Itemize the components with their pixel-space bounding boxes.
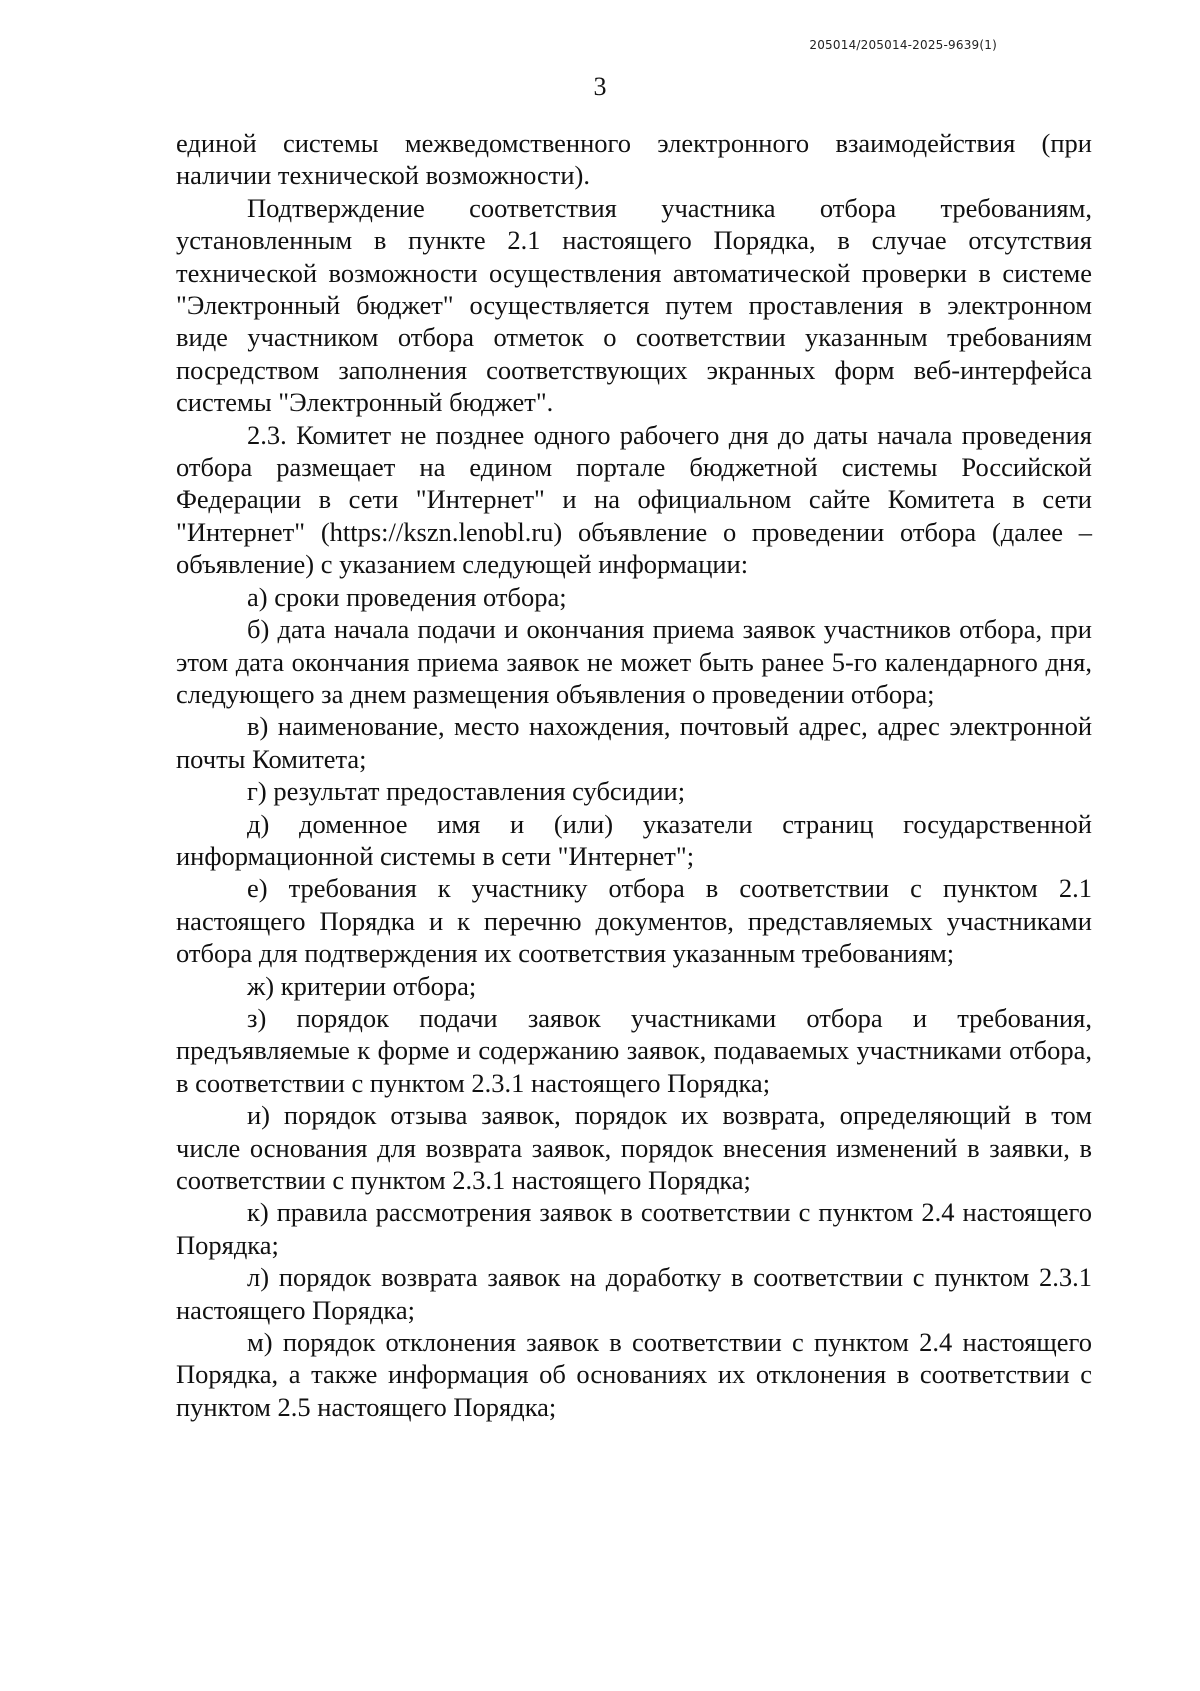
paragraph: 2.3. Комитет не позднее одного рабочего дня до даты начала проведения отбора размещает на едином портале бюджетной системы Российской Федерации в сети "Интернет" и на официальном сайте Комитета в сети "Интернет" (https://kszn.lenobl.ru) объявление о проведении отбора (далее – объявление) с указанием следующей информации: [176,419,1092,580]
list-item: л) порядок возврата заявок на доработку в соответствии с пунктом 2.3.1 настоящего Порядка; [176,1262,1092,1325]
list-item: и) порядок отзыва заявок, порядок их возврата, определяющий в том числе основания для возврата заявок, порядок внесения изменений в заявки, в соответствии с пунктом 2.3.1 настоящего Порядка; [176,1100,1092,1195]
list-item: ж) критерии отбора; [247,970,477,1001]
document-body [176,127,1092,1423]
list-item: г) результат предоставления субсидии; [247,776,686,807]
list-item: к) правила рассмотрения заявок в соответствии с пунктом 2.4 настоящего Порядка; [176,1197,1092,1260]
list-item: е) требования к участнику отбора в соответствии с пунктом 2.1 настоящего Порядка и к перечню документов, представляемых участниками отбора для подтверждения их соответствия указанным требованиям; [176,873,1092,969]
list-item: а) сроки проведения отбора; [247,581,567,612]
list-item: б) дата начала подачи и окончания приема заявок участников отбора, при этом дата окончания приема заявок не может быть ранее 5-го календарного дня, следующего за днем размещения объявления о проведении отбора; [176,614,1092,709]
paragraph: Подтверждение соответствия участника отбора требованиям, установленным в пункте 2.1 настоящего Порядка, в случае отсутствия технической возможности осуществления автоматической проверки в системе "Электронный бюджет" осуществляется путем проставления в электронном виде участником отбора отметок о соответствии указанным требованиям посредством заполнения соответствующих экранных форм веб-интерфейса системы "Электронный бюджет". [176,192,1092,418]
paragraph: единой системы межведомственного электронного взаимодействия (при наличии технической возможности). [176,128,1092,191]
document-id: 205014/205014-2025-9639(1) [809,38,997,52]
list-item: м) порядок отклонения заявок в соответствии с пунктом 2.4 настоящего Порядка, а также информация об основаниях их отклонения в соответствии с пунктом 2.5 настоящего Порядка; [176,1327,1092,1422]
list-item: з) порядок подачи заявок участниками отбора и требования, предъявляемые к форме и содержанию заявок, подаваемых участниками отбора, в соответствии с пунктом 2.3.1 настоящего Порядка; [176,1002,1092,1098]
list-item: д) доменное имя и (или) указатели страниц государственной информационной системы в сети "Интернет"; [176,808,1092,871]
list-item: в) наименование, место нахождения, почтовый адрес, адрес электронной почты Комитета; [176,711,1092,774]
page-number: 3 [593,72,607,101]
